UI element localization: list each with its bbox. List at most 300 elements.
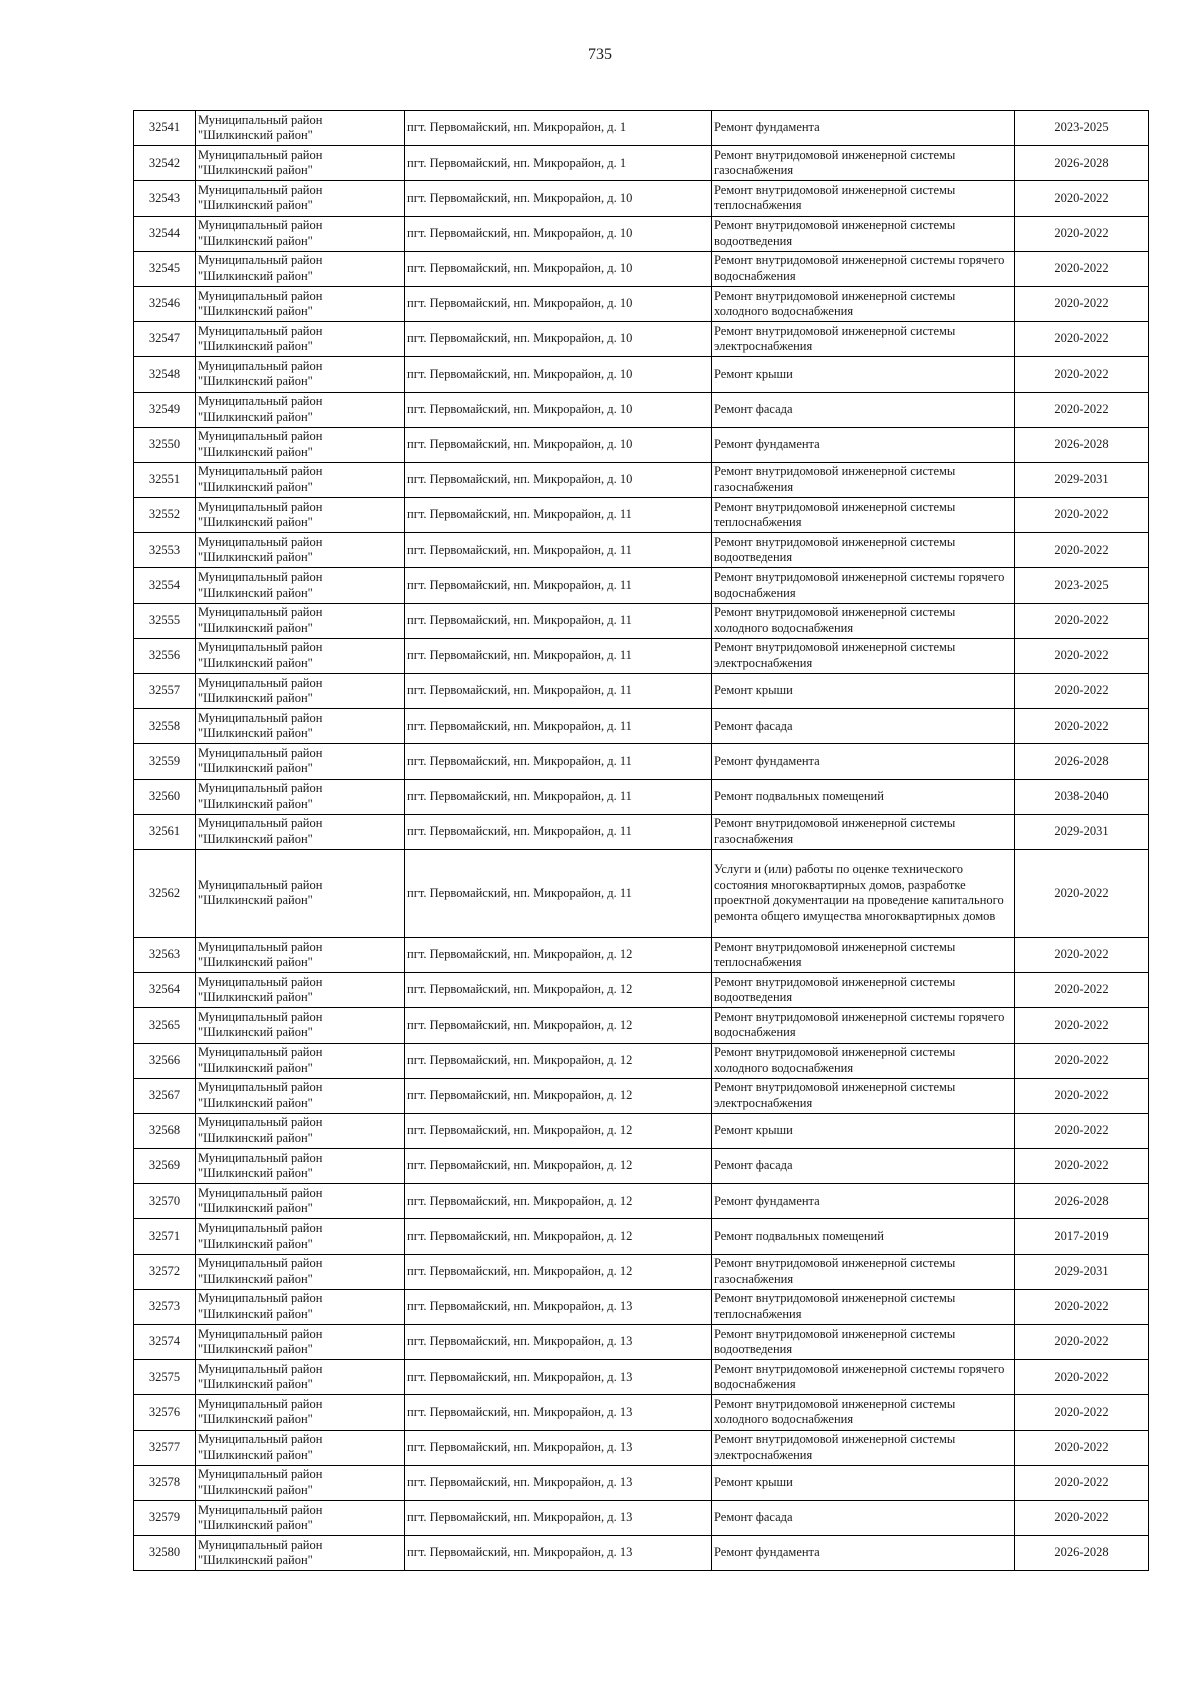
work-type-cell-text: Ремонт внутридомовой инженерной системы теплоснабжения (714, 182, 956, 213)
period-cell-text: 2026-2028 (1054, 155, 1109, 170)
municipality-cell (196, 709, 405, 744)
row-id-cell-text: 32547 (148, 331, 181, 346)
row-id-cell-text: 32553 (148, 542, 181, 557)
address-cell (405, 779, 712, 814)
row-id-cell-text: 32565 (148, 1017, 181, 1032)
row-id-cell-text: 32544 (148, 225, 181, 240)
period-cell (1015, 638, 1149, 673)
row-id-cell-text: 32567 (148, 1088, 181, 1103)
row-id-cell-text: 32548 (148, 366, 181, 381)
work-type-cell-text: Ремонт фундамента (714, 120, 820, 135)
address-cell (405, 937, 712, 972)
period-cell-text: 2020-2022 (1054, 683, 1109, 698)
period-cell (1015, 1395, 1149, 1430)
work-type-cell (712, 937, 1015, 972)
period-cell (1015, 973, 1149, 1008)
municipality-name: "Шилкинский район" (198, 409, 313, 424)
period-cell (1015, 1536, 1149, 1571)
row-id-cell-text: 32563 (148, 947, 181, 962)
work-type-cell (712, 146, 1015, 181)
row-id-cell (134, 111, 196, 146)
row-id-cell-text: 32566 (148, 1052, 181, 1067)
work-type-cell (712, 849, 1015, 937)
work-type-cell (712, 709, 1015, 744)
address-cell (405, 181, 712, 216)
work-type-cell-text: Ремонт внутридомовой инженерной системы холодного водоснабжения (714, 1396, 956, 1427)
address-cell-text: пгт. Первомайский, нп. Микрорайон, д. 11 (407, 753, 632, 768)
table-row (134, 1184, 1149, 1219)
municipality-type: Муниципальный район (198, 640, 323, 655)
address-cell-text: пгт. Первомайский, нп. Микрорайон, д. 11 (407, 542, 632, 557)
row-id-cell-text: 32576 (148, 1404, 181, 1419)
row-id-cell-text: 32578 (148, 1475, 181, 1490)
period-cell (1015, 251, 1149, 286)
period-cell-text: 2020-2022 (1054, 1299, 1109, 1314)
municipality-name: "Шилкинский район" (198, 1166, 313, 1181)
municipality-cell (196, 1149, 405, 1184)
table-row (134, 709, 1149, 744)
period-cell-text: 2020-2022 (1054, 190, 1109, 205)
address-cell-text: пгт. Первомайский, нп. Микрорайон, д. 11 (407, 718, 632, 733)
period-cell-text: 2020-2022 (1054, 366, 1109, 381)
address-cell (405, 251, 712, 286)
address-cell-text: пгт. Первомайский, нп. Микрорайон, д. 13 (407, 1299, 633, 1314)
address-cell (405, 392, 712, 427)
work-type-cell-text: Ремонт внутридомовой инженерной системы электроснабжения (714, 323, 956, 354)
row-id-cell (134, 674, 196, 709)
work-type-cell (712, 1149, 1015, 1184)
work-type-cell-text: Ремонт фундамента (714, 437, 820, 452)
municipality-type: Муниципальный район (198, 1291, 323, 1306)
row-id-cell-text: 32562 (148, 885, 181, 900)
work-type-cell (712, 744, 1015, 779)
table-row (134, 1219, 1149, 1254)
work-type-cell (712, 1500, 1015, 1535)
work-type-cell-text: Ремонт внутридомовой инженерной системы электроснабжения (714, 1432, 956, 1462)
row-id-cell (134, 146, 196, 181)
row-id-cell (134, 1219, 196, 1254)
municipality-name: "Шилкинский район" (198, 1377, 313, 1392)
municipality-cell (196, 146, 405, 181)
address-cell (405, 286, 712, 321)
municipality-name: "Шилкинский район" (198, 128, 313, 143)
work-type-cell (712, 674, 1015, 709)
address-cell-text: пгт. Первомайский, нп. Микрорайон, д. 10 (407, 437, 633, 452)
address-cell (405, 849, 712, 937)
municipality-cell (196, 674, 405, 709)
period-cell-text: 2020-2022 (1054, 612, 1109, 627)
row-id-cell (134, 1149, 196, 1184)
address-cell (405, 216, 712, 251)
municipality-name: "Шилкинский район" (198, 831, 313, 846)
municipality-type: Муниципальный район (198, 675, 323, 690)
municipality-type: Муниципальный район (198, 464, 323, 479)
period-cell-text: 2020-2022 (1054, 1123, 1109, 1138)
period-cell (1015, 1325, 1149, 1360)
address-cell (405, 744, 712, 779)
municipality-type: Муниципальный район (198, 1045, 323, 1060)
work-type-cell-text: Ремонт фасада (714, 1158, 793, 1173)
address-cell-text: пгт. Первомайский, нп. Микрорайон, д. 10 (407, 296, 633, 311)
work-type-cell (712, 1008, 1015, 1043)
municipality-cell (196, 1395, 405, 1430)
row-id-cell (134, 1254, 196, 1289)
municipality-name: "Шилкинский район" (198, 726, 313, 741)
period-cell (1015, 603, 1149, 638)
municipality-cell (196, 744, 405, 779)
row-id-cell (134, 814, 196, 849)
period-cell-text: 2020-2022 (1054, 261, 1109, 276)
municipality-cell (196, 849, 405, 937)
address-cell (405, 973, 712, 1008)
period-cell (1015, 1465, 1149, 1500)
address-cell (405, 1254, 712, 1289)
work-type-cell (712, 181, 1015, 216)
row-id-cell (134, 251, 196, 286)
address-cell (405, 146, 712, 181)
table-row (134, 286, 1149, 321)
municipality-name: "Шилкинский район" (198, 691, 313, 706)
address-cell (405, 111, 712, 146)
row-id-cell (134, 1184, 196, 1219)
municipality-cell (196, 1536, 405, 1571)
municipality-cell (196, 322, 405, 357)
municipality-type: Муниципальный район (198, 605, 323, 620)
municipality-name: "Шилкинский район" (198, 1201, 313, 1216)
table-row (134, 146, 1149, 181)
address-cell-text: пгт. Первомайский, нп. Микрорайон, д. 12 (407, 1228, 633, 1243)
address-cell-text: пгт. Первомайский, нп. Микрорайон, д. 12 (407, 1193, 633, 1208)
row-id-cell (134, 568, 196, 603)
row-id-cell-text: 32551 (148, 472, 181, 487)
municipality-cell (196, 1465, 405, 1500)
row-id-cell-text: 32549 (148, 401, 181, 416)
period-cell-text: 2020-2022 (1054, 947, 1109, 962)
municipality-cell (196, 533, 405, 568)
row-id-cell (134, 427, 196, 462)
period-cell-text: 2029-2031 (1054, 824, 1109, 839)
row-id-cell-text: 32555 (148, 612, 181, 627)
period-cell-text: 2026-2028 (1054, 1545, 1109, 1560)
work-type-cell-text: Ремонт внутридомовой инженерной системы горячего водоснабжения (714, 570, 1005, 600)
municipality-name: "Шилкинский район" (198, 198, 313, 213)
table-row (134, 181, 1149, 216)
table-row (134, 1043, 1149, 1078)
period-cell-text: 2020-2022 (1054, 331, 1109, 346)
municipality-type: Муниципальный район (198, 288, 323, 303)
work-type-cell (712, 1430, 1015, 1465)
municipality-cell (196, 286, 405, 321)
table-row (134, 1008, 1149, 1043)
work-type-cell-text: Ремонт внутридомовой инженерной системы водоотведения (714, 974, 956, 1005)
work-type-cell (712, 462, 1015, 497)
table-row (134, 1360, 1149, 1395)
municipality-type: Муниципальный район (198, 1361, 323, 1376)
municipality-name: "Шилкинский район" (198, 893, 313, 908)
municipality-type: Муниципальный район (198, 877, 323, 892)
municipality-name: "Шилкинский район" (198, 1095, 313, 1110)
municipality-name: "Шилкинский район" (198, 1236, 313, 1251)
work-type-cell (712, 814, 1015, 849)
municipality-type: Муниципальный район (198, 570, 323, 585)
work-type-cell-text: Ремонт внутридомовой инженерной системы горячего водоснабжения (714, 1361, 1005, 1392)
address-cell-text: пгт. Первомайский, нп. Микрорайон, д. 12 (407, 1088, 633, 1103)
municipality-cell (196, 462, 405, 497)
address-cell-text: пгт. Первомайский, нп. Микрорайон, д. 13 (407, 1510, 633, 1525)
table-row (134, 1113, 1149, 1148)
address-cell (405, 1113, 712, 1148)
row-id-cell-text: 32573 (148, 1299, 181, 1314)
row-id-cell (134, 1395, 196, 1430)
table-row (134, 1325, 1149, 1360)
work-type-cell (712, 357, 1015, 392)
row-id-cell-text: 32568 (148, 1123, 181, 1138)
work-type-cell (712, 533, 1015, 568)
period-cell-text: 2020-2022 (1054, 542, 1109, 557)
table-row (134, 251, 1149, 286)
work-type-cell (712, 1325, 1015, 1360)
period-cell-text: 2020-2022 (1054, 1404, 1109, 1419)
table-row (134, 427, 1149, 462)
work-type-cell (712, 216, 1015, 251)
address-cell (405, 1536, 712, 1571)
row-id-cell (134, 849, 196, 937)
municipality-type: Муниципальный район (198, 816, 323, 831)
municipality-name: "Шилкинский район" (198, 479, 313, 494)
municipality-type: Муниципальный район (198, 394, 323, 409)
period-cell (1015, 674, 1149, 709)
municipality-type: Муниципальный район (198, 323, 323, 338)
row-id-cell-text: 32571 (148, 1228, 181, 1243)
address-cell-text: пгт. Первомайский, нп. Микрорайон, д. 10 (407, 225, 633, 240)
address-cell (405, 462, 712, 497)
municipality-cell (196, 1430, 405, 1465)
work-type-cell (712, 1078, 1015, 1113)
work-type-cell (712, 1536, 1015, 1571)
work-type-cell (712, 286, 1015, 321)
municipality-cell (196, 1500, 405, 1535)
period-cell-text: 2020-2022 (1054, 1475, 1109, 1490)
row-id-cell-text: 32542 (148, 155, 181, 170)
work-type-cell-text: Ремонт подвальных помещений (714, 1228, 884, 1243)
work-type-cell-text: Ремонт внутридомовой инженерной системы холодного водоснабжения (714, 288, 956, 319)
municipality-type: Муниципальный район (198, 1537, 323, 1552)
municipality-name: "Шилкинский район" (198, 796, 313, 811)
address-cell (405, 1430, 712, 1465)
municipality-type: Муниципальный район (198, 1467, 323, 1482)
municipality-type: Муниципальный район (198, 1150, 323, 1165)
work-type-cell-text: Ремонт внутридомовой инженерной системы водоотведения (714, 534, 956, 565)
table-row (134, 849, 1149, 937)
municipality-type: Муниципальный район (198, 1502, 323, 1517)
row-id-cell (134, 181, 196, 216)
work-type-cell-text: Ремонт внутридомовой инженерной системы газоснабжения (714, 464, 956, 494)
municipality-type: Муниципальный район (198, 147, 323, 162)
period-cell-text: 2017-2019 (1054, 1228, 1109, 1243)
municipality-cell (196, 814, 405, 849)
work-type-cell-text: Ремонт крыши (714, 683, 793, 698)
row-id-cell (134, 1113, 196, 1148)
municipality-cell (196, 181, 405, 216)
work-type-cell (712, 498, 1015, 533)
work-type-cell-text: Ремонт внутридомовой инженерной системы водоотведения (714, 218, 956, 248)
municipality-type: Муниципальный район (198, 781, 323, 796)
address-cell (405, 357, 712, 392)
table-row (134, 357, 1149, 392)
municipality-type: Муниципальный район (198, 429, 323, 444)
row-id-cell (134, 462, 196, 497)
work-type-cell-text: Ремонт внутридомовой инженерной системы теплоснабжения (714, 1291, 956, 1321)
row-id-cell (134, 498, 196, 533)
row-id-cell-text: 32574 (148, 1334, 181, 1349)
address-cell-text: пгт. Первомайский, нп. Микрорайон, д. 10 (407, 190, 633, 205)
municipality-cell (196, 603, 405, 638)
work-type-cell-text: Ремонт внутридомовой инженерной системы горячего водоснабжения (714, 253, 1005, 283)
row-id-cell (134, 973, 196, 1008)
row-id-cell (134, 1325, 196, 1360)
table-row (134, 1078, 1149, 1113)
municipality-type: Муниципальный район (198, 1432, 323, 1447)
work-type-cell (712, 1113, 1015, 1148)
work-type-cell (712, 1184, 1015, 1219)
period-cell (1015, 1254, 1149, 1289)
table-row (134, 779, 1149, 814)
work-type-cell (712, 1395, 1015, 1430)
table-row (134, 216, 1149, 251)
row-id-cell (134, 1360, 196, 1395)
municipality-type: Муниципальный район (198, 1009, 323, 1024)
table-row (134, 973, 1149, 1008)
municipality-cell (196, 638, 405, 673)
table-row (134, 1500, 1149, 1535)
address-cell-text: пгт. Первомайский, нп. Микрорайон, д. 10 (407, 261, 633, 276)
table-row (134, 1289, 1149, 1324)
row-id-cell (134, 392, 196, 427)
row-id-cell (134, 603, 196, 638)
table-row (134, 1149, 1149, 1184)
address-cell (405, 568, 712, 603)
address-cell (405, 1465, 712, 1500)
table-row (134, 568, 1149, 603)
row-id-cell-text: 32554 (148, 577, 181, 592)
row-id-cell-text: 32572 (148, 1263, 181, 1278)
work-type-cell-text: Ремонт фасада (714, 1510, 793, 1525)
row-id-cell-text: 32570 (148, 1193, 181, 1208)
period-cell (1015, 1500, 1149, 1535)
municipality-name: "Шилкинский район" (198, 1271, 313, 1286)
work-type-cell-text: Услуги и (или) работы по оценке технического состояния многоквартирных домов, разработке проектной документации на проведение капитального ремонта общего имущества многоквартирных домов (714, 862, 1004, 923)
row-id-cell-text: 32550 (148, 437, 181, 452)
municipality-name: "Шилкинский район" (198, 620, 313, 635)
address-cell-text: пгт. Первомайский, нп. Микрорайон, д. 12 (407, 947, 633, 962)
municipality-type: Муниципальный район (198, 112, 323, 127)
municipality-name: "Шилкинский район" (198, 585, 313, 600)
period-cell-text: 2020-2022 (1054, 982, 1109, 997)
period-cell (1015, 392, 1149, 427)
period-cell-text: 2026-2028 (1054, 753, 1109, 768)
municipality-name: "Шилкинский район" (198, 444, 313, 459)
work-type-cell (712, 1289, 1015, 1324)
municipality-name: "Шилкинский район" (198, 1060, 313, 1075)
municipality-name: "Шилкинский район" (198, 1482, 313, 1497)
row-id-cell (134, 322, 196, 357)
address-cell (405, 603, 712, 638)
period-cell-text: 2026-2028 (1054, 1193, 1109, 1208)
municipality-name: "Шилкинский район" (198, 304, 313, 319)
row-id-cell (134, 744, 196, 779)
municipality-type: Муниципальный район (198, 358, 323, 373)
address-cell-text: пгт. Первомайский, нп. Микрорайон, д. 10 (407, 472, 633, 487)
row-id-cell (134, 779, 196, 814)
municipality-cell (196, 427, 405, 462)
address-cell-text: пгт. Первомайский, нп. Микрорайон, д. 10 (407, 331, 633, 346)
row-id-cell-text: 32556 (148, 648, 181, 663)
municipality-type: Муниципальный район (198, 499, 323, 514)
municipality-name: "Шилкинский район" (198, 1306, 313, 1321)
municipality-name: "Шилкинский район" (198, 268, 313, 283)
municipality-cell (196, 779, 405, 814)
table-body (134, 111, 1149, 1571)
row-id-cell (134, 638, 196, 673)
municipality-name: "Шилкинский район" (198, 339, 313, 354)
municipality-name: "Шилкинский район" (198, 1342, 313, 1357)
municipality-name: "Шилкинский район" (198, 1553, 313, 1568)
row-id-cell (134, 1289, 196, 1324)
period-cell (1015, 216, 1149, 251)
work-type-cell (712, 1219, 1015, 1254)
work-type-cell-text: Ремонт подвальных помещений (714, 788, 884, 803)
work-type-cell-text: Ремонт фундамента (714, 753, 820, 768)
address-cell-text: пгт. Первомайский, нп. Микрорайон, д. 11 (407, 824, 632, 839)
period-cell (1015, 181, 1149, 216)
period-cell (1015, 568, 1149, 603)
address-cell-text: пгт. Первомайский, нп. Микрорайон, д. 11 (407, 507, 632, 522)
municipality-type: Муниципальный район (198, 745, 323, 760)
table-row (134, 1254, 1149, 1289)
repair-schedule-table (133, 110, 1149, 1571)
period-cell (1015, 779, 1149, 814)
municipality-type: Муниципальный район (198, 1115, 323, 1130)
period-cell (1015, 1219, 1149, 1254)
period-cell (1015, 322, 1149, 357)
work-type-cell (712, 638, 1015, 673)
work-type-cell (712, 111, 1015, 146)
municipality-type: Муниципальный район (198, 710, 323, 725)
work-type-cell-text: Ремонт крыши (714, 1475, 793, 1490)
address-cell (405, 498, 712, 533)
table-row (134, 937, 1149, 972)
municipality-cell (196, 498, 405, 533)
row-id-cell-text: 32557 (148, 683, 181, 698)
row-id-cell (134, 357, 196, 392)
row-id-cell-text: 32560 (148, 788, 181, 803)
address-cell (405, 1500, 712, 1535)
municipality-cell (196, 973, 405, 1008)
address-cell (405, 322, 712, 357)
period-cell (1015, 1113, 1149, 1148)
row-id-cell-text: 32546 (148, 296, 181, 311)
period-cell-text: 2029-2031 (1054, 472, 1109, 487)
address-cell-text: пгт. Первомайский, нп. Микрорайон, д. 1 (407, 155, 627, 170)
municipality-name: "Шилкинский район" (198, 233, 313, 248)
period-cell (1015, 462, 1149, 497)
period-cell (1015, 146, 1149, 181)
row-id-cell (134, 533, 196, 568)
municipality-type: Муниципальный район (198, 939, 323, 954)
row-id-cell (134, 1500, 196, 1535)
work-type-cell (712, 1465, 1015, 1500)
work-type-cell-text: Ремонт фундамента (714, 1193, 820, 1208)
